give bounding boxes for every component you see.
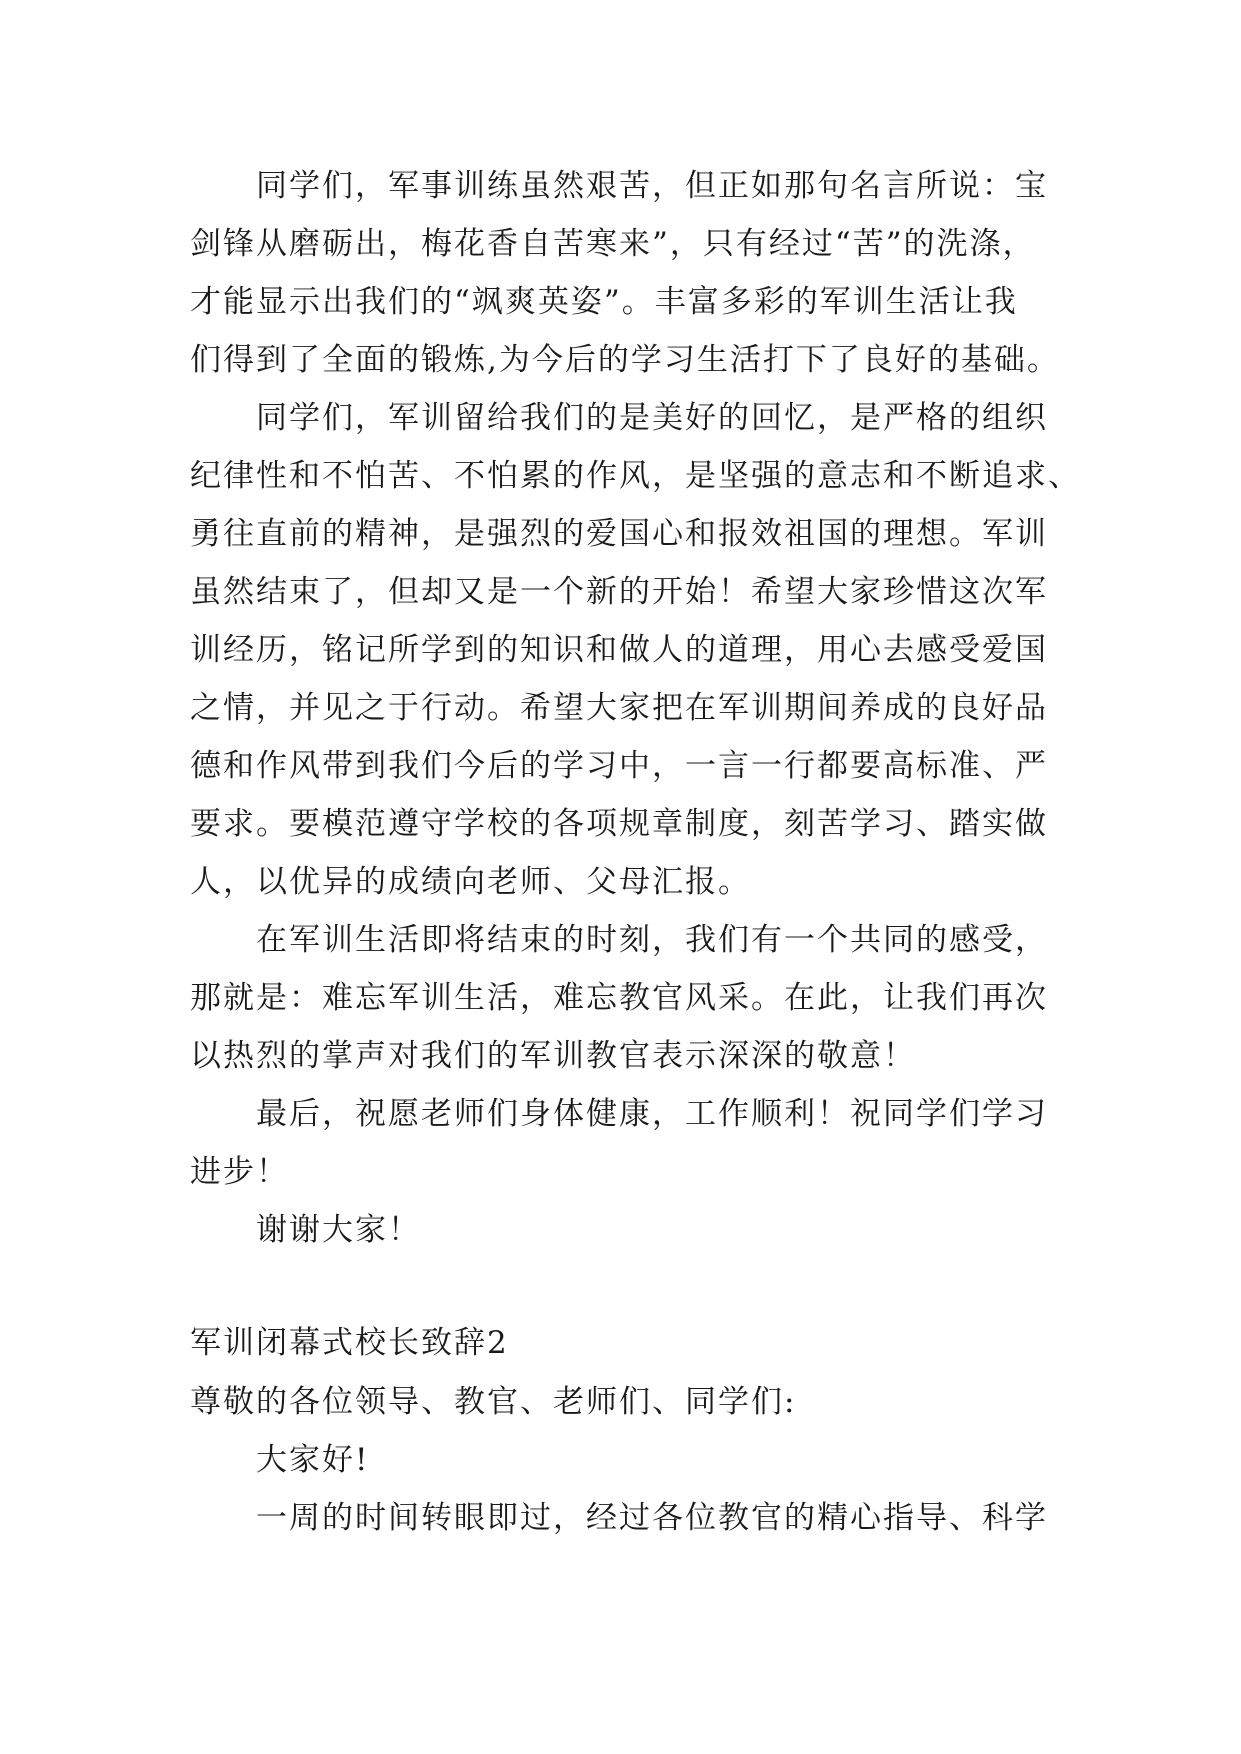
section-title: 军训闭幕式校长致辞2 [190,1325,509,1361]
paragraph-3-line-2: 那就是：难忘军训生活，难忘教官风采。在此，让我们再次 [190,980,1048,1016]
paragraph-1-line-1: 同学们，军事训练虽然艰苦，但正如那句名言所说：宝 [256,168,1048,204]
paragraph-1-line-2: 剑锋从磨砺出，梅花香自苦寒来”，只有经过“苦”的洗涤， [190,226,1036,262]
paragraph-2-line-8: 要求。要模范遵守学校的各项规章制度，刻苦学习、踏实做 [190,806,1048,842]
paragraph-2-line-3: 勇往直前的精神，是强烈的爱国心和报效祖国的理想。军训 [190,516,1048,552]
paragraph-3-line-1: 在军训生活即将结束的时刻，我们有一个共同的感受， [256,922,1048,958]
paragraph-2-line-6: 之情，并见之于行动。希望大家把在军训期间养成的良好品 [190,690,1048,726]
paragraph-5-line-1: 一周的时间转眼即过，经过各位教官的精心指导、科学 [256,1500,1048,1536]
salutation: 尊敬的各位领导、教官、老师们、同学们: [190,1384,797,1420]
paragraph-4-line-1: 最后，祝愿老师们身体健康，工作顺利！祝同学们学习 [256,1096,1048,1132]
paragraph-2-line-9: 人，以优异的成绩向老师、父母汇报。 [190,864,751,900]
paragraph-2-line-4: 虽然结束了，但却又是一个新的开始！希望大家珍惜这次军 [190,574,1048,610]
paragraph-2-line-1: 同学们，军训留给我们的是美好的回忆，是严格的组织 [256,400,1048,436]
paragraph-2-line-5: 训经历，铭记所学到的知识和做人的道理，用心去感受爱国 [190,632,1048,668]
paragraph-2-line-7: 德和作风带到我们今后的学习中，一言一行都要高标准、严 [190,748,1048,784]
closing-thanks: 谢谢大家！ [256,1212,421,1248]
greeting: 大家好! [256,1442,370,1478]
paragraph-4-line-2: 进步！ [190,1154,289,1190]
paragraph-2-line-2: 纪律性和不怕苦、不怕累的作风，是坚强的意志和不断追求、 [190,458,1081,494]
paragraph-1-line-3: 才能显示出我们的“飒爽英姿”。丰富多彩的军训生活让我 [190,284,1018,320]
paragraph-1-line-4: 们得到了全面的锻炼,为今后的学习生活打下了良好的基础。 [190,342,1060,378]
paragraph-3-line-3: 以热烈的掌声对我们的军训教官表示深深的敬意！ [190,1038,916,1074]
